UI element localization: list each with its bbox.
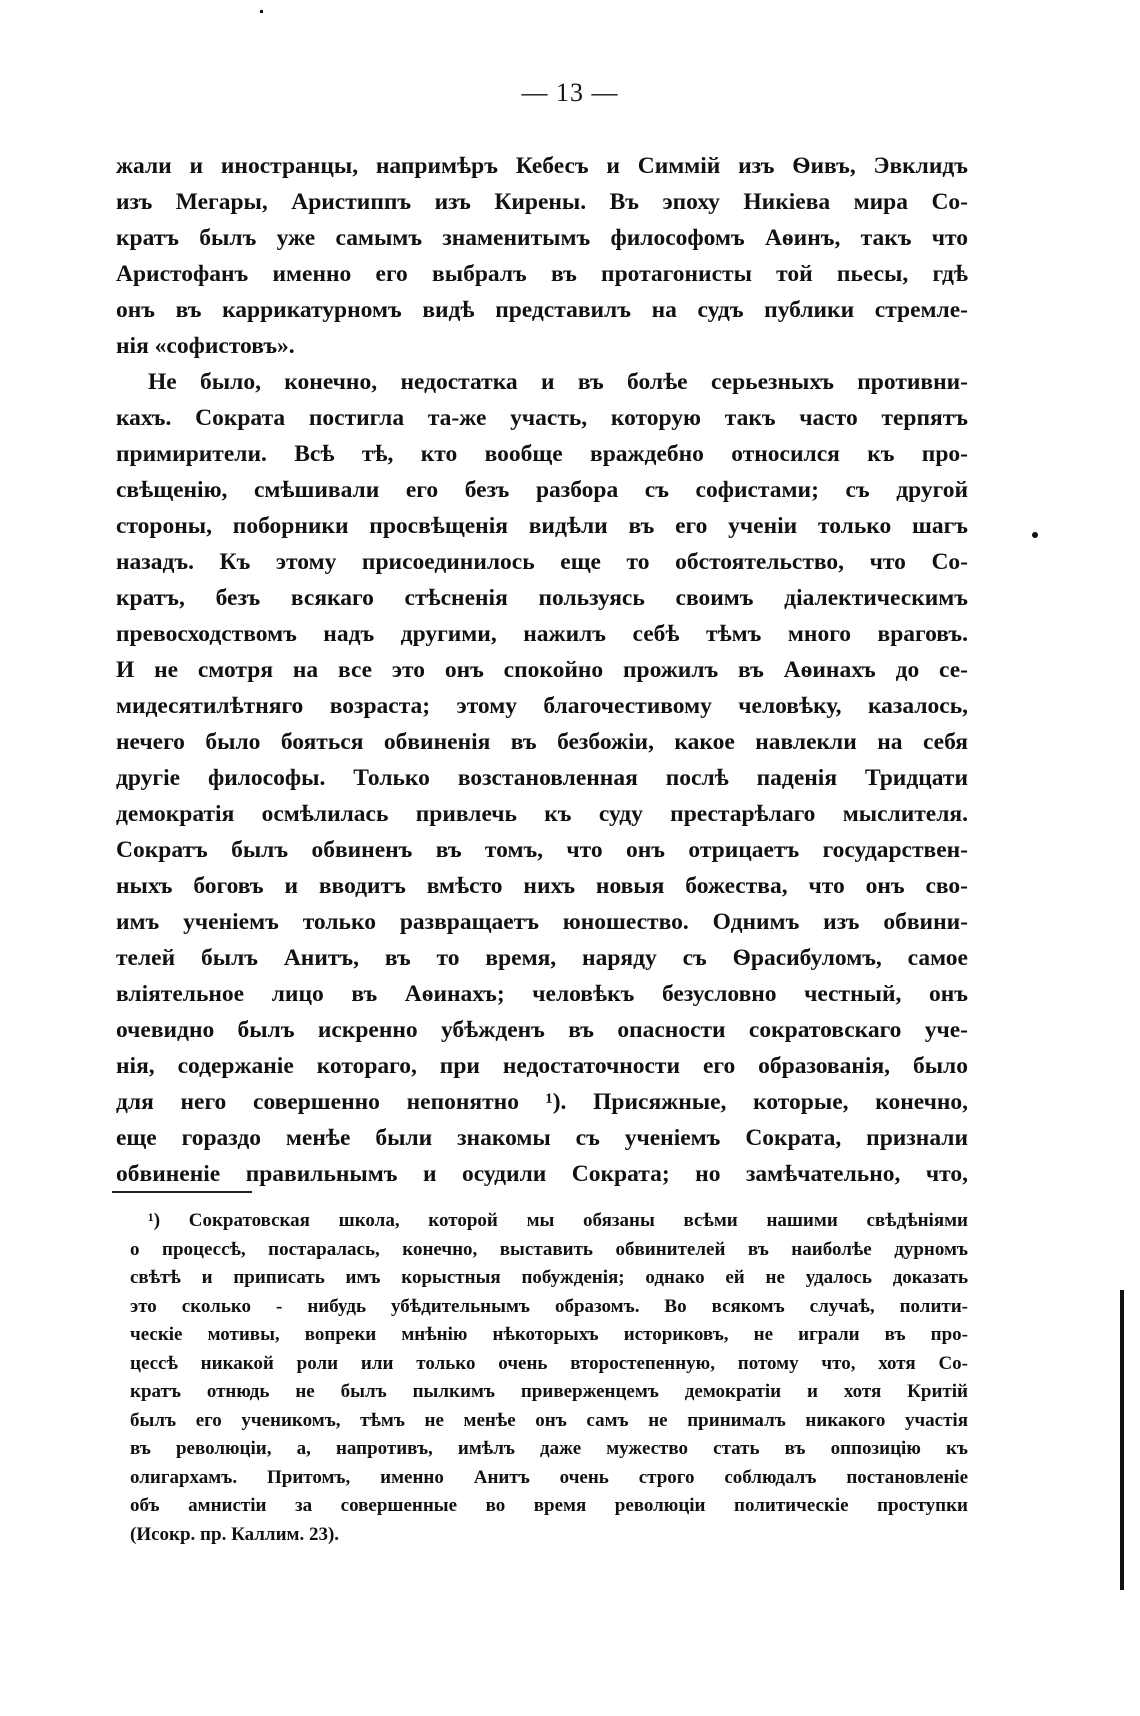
footnote-line: о процессѣ, постаралась, конечно, выставить обвинителей въ наиболѣе дурномъ <box>130 1238 968 1260</box>
text-line: вліятельное лицо въ Аѳинахъ; человѣкъ безусловно честный, онъ <box>116 981 968 1007</box>
text-line: примирители. Всѣ тѣ, кто вообще враждебно относился къ про- <box>116 441 968 467</box>
text-line: очевидно былъ искренно убѣжденъ въ опасности сократовскаго уче- <box>116 1017 968 1043</box>
paragraph-2 <box>116 364 968 1192</box>
text-line: Не было, конечно, недостатка и въ болѣе серьезныхъ противни- <box>148 369 968 395</box>
text-line: телей былъ Анитъ, въ то время, наряду съ Ѳрасибуломъ, самое <box>116 945 968 971</box>
footnote-line: цессѣ никакой роли или только очень второстепенную, потому что, хотя Со- <box>130 1352 968 1374</box>
text-line: мидесятилѣтняго возраста; этому благочестивому человѣку, казалось, <box>116 693 968 719</box>
text-line: онъ въ каррикатурномъ видѣ представилъ на судъ публики стремле- <box>116 297 968 323</box>
text-line: имъ ученіемъ только развращаетъ юношество. Однимъ изъ обвини- <box>116 909 968 935</box>
text-line: кахъ. Сократа постигла та-же участь, которую такъ часто терпятъ <box>116 405 968 431</box>
scan-speck <box>260 10 263 13</box>
text-line: изъ Мегары, Аристиппъ изъ Кирены. Въ эпоху Никіева мира Со- <box>116 189 968 215</box>
scan-edge-line <box>1120 1290 1124 1590</box>
text-line: ныхъ боговъ и вводитъ вмѣсто нихъ новыя божества, что онъ сво- <box>116 873 968 899</box>
footnote-line: свѣтѣ и приписать имъ корыстныя побужденія; однако ей не удалось доказать <box>130 1267 968 1288</box>
text-line: Сократъ былъ обвиненъ въ томъ, что онъ отрицаетъ государствен- <box>116 837 968 863</box>
footnote-line: былъ его ученикомъ, тѣмъ не менѣе онъ самъ не принималъ никакого участія <box>130 1409 968 1431</box>
footnote-line: (Исокр. пр. Каллим. 23). <box>130 1523 340 1545</box>
footnote-line: олигархамъ. Притомъ, именно Анитъ очень строго соблюдалъ постановленіе <box>130 1466 968 1488</box>
scan-speck <box>1032 532 1038 538</box>
text-line: превосходствомъ надъ другими, нажилъ себѣ тѣмъ много враговъ. <box>116 621 968 647</box>
footnote-line: въ революціи, а, напротивъ, имѣлъ даже мужество стать въ оппозицію къ <box>130 1438 968 1459</box>
text-line: И не смотря на все это онъ спокойно прожилъ въ Аѳинахъ до се- <box>116 657 968 683</box>
footnote-line: ческіе мотивы, вопреки мнѣнію нѣкоторыхъ историковъ, не играли въ про- <box>130 1324 968 1345</box>
body-text <box>116 148 968 1192</box>
text-line: кратъ былъ уже самымъ знаменитымъ философомъ Аѳинъ, такъ что <box>116 225 968 251</box>
text-line: для него совершенно непонятно ¹). Присяжные, которые, конечно, <box>116 1089 968 1115</box>
footnote-line: это сколько - нибудь убѣдительнымъ образомъ. Во всякомъ случаѣ, полити- <box>130 1295 968 1317</box>
paragraph-1 <box>116 148 968 364</box>
text-line: кратъ, безъ всякаго стѣсненія пользуясь своимъ діалектическимъ <box>116 585 968 611</box>
text-line: нія «софистовъ». <box>116 333 295 359</box>
text-line: жали и иностранцы, напримѣръ Кебесъ и Симмій изъ Ѳивъ, Эвклидъ <box>116 153 968 179</box>
text-line: другіе философы. Только возстановленная послѣ паденія Тридцати <box>116 765 968 791</box>
footnote-rule <box>112 1191 252 1193</box>
text-line: нечего было бояться обвиненія въ безбожіи, какое навлекли на себя <box>116 729 968 755</box>
text-line: еще гораздо менѣе были знакомы съ ученіемъ Сократа, признали <box>116 1125 968 1151</box>
footnote-line: кратъ отнюдь не былъ пылкимъ приверженцемъ демократіи и хотя Критій <box>130 1381 968 1402</box>
footnote-line: объ амнистіи за совершенные во время революціи политическіе проступки <box>130 1495 968 1516</box>
text-line: нія, содержаніе котораго, при недостаточности его образованія, было <box>116 1053 968 1079</box>
text-line: демократія осмѣлилась привлечь къ суду престарѣлаго мыслителя. <box>116 801 968 827</box>
text-line: обвиненіе правильнымъ и осудили Сократа; но замѣчательно, что, <box>116 1161 968 1187</box>
footnote <box>130 1207 968 1549</box>
text-line: стороны, поборники просвѣщенія видѣли въ его ученіи только шагъ <box>116 513 968 539</box>
footnote-line: ¹) Сократовская школа, которой мы обязаны всѣми нашими свѣдѣніями <box>148 1210 968 1231</box>
page-number: — 13 — <box>521 78 619 107</box>
text-line: Аристофанъ именно его выбралъ въ протагонисты той пьесы, гдѣ <box>116 261 968 287</box>
text-line: свѣщенію, смѣшивали его безъ разбора съ софистами; съ другой <box>116 477 968 503</box>
text-line: назадъ. Къ этому присоединилось еще то обстоятельство, что Со- <box>116 549 968 575</box>
